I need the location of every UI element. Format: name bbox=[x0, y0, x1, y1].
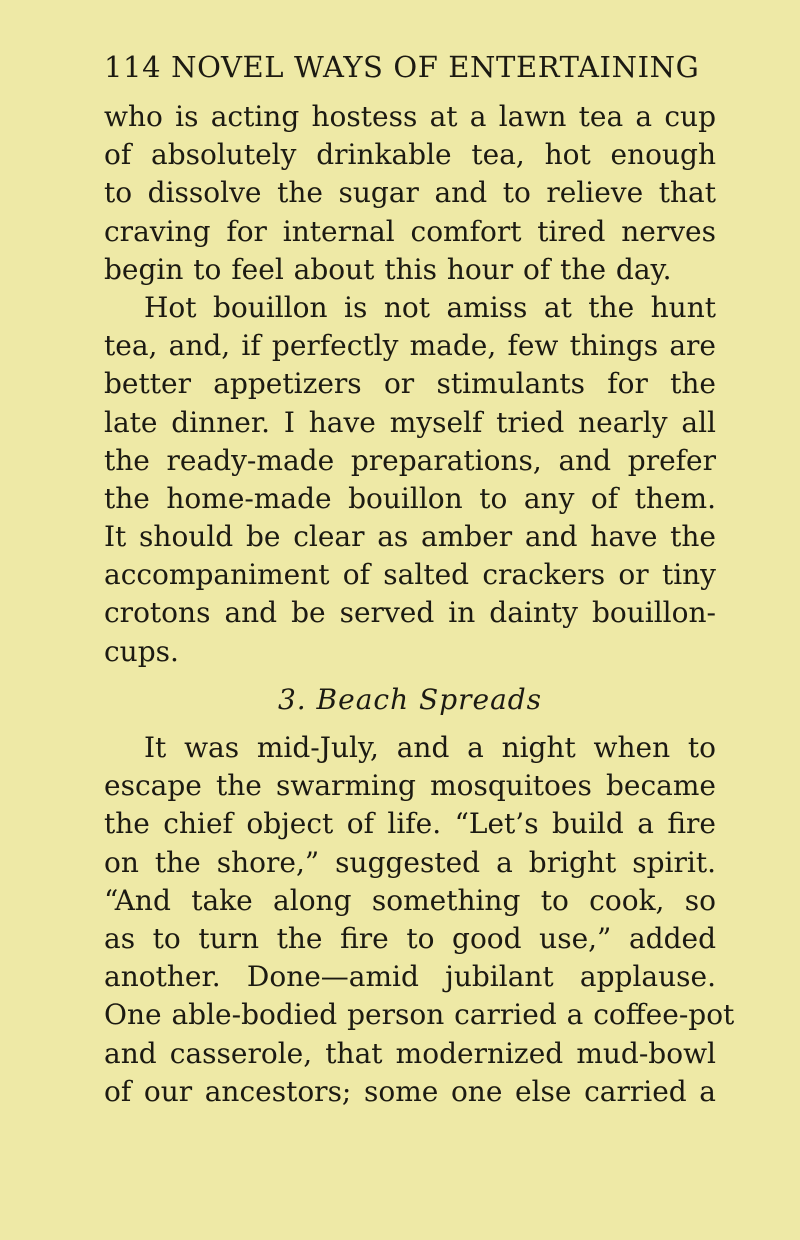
text-line: It was mid-July, and a night when to bbox=[144, 731, 716, 764]
text-line: craving for internal comfort tired nerves bbox=[104, 214, 716, 248]
paragraph-2 bbox=[104, 289, 716, 671]
text-line: the ready-made preparations, and prefer bbox=[104, 443, 716, 477]
text-line: One able-bodied person carried a coffee-pot bbox=[104, 998, 735, 1032]
text-line: Hot bouillon is not amiss at the hunt bbox=[144, 290, 716, 324]
text-line: and casserole, that modernized mud-bowl bbox=[104, 1036, 716, 1070]
running-title: NOVEL WAYS OF ENTERTAINING bbox=[171, 50, 700, 84]
text-line: as to turn the fire to good use,” added bbox=[104, 921, 716, 955]
text-line: of our ancestors; some one else carried a bbox=[104, 1074, 716, 1108]
book-page bbox=[104, 50, 735, 1111]
text-line: another. Done—amid jubilant applause. bbox=[104, 960, 716, 994]
text-line: the home-made bouillon to any of them. bbox=[104, 481, 716, 515]
text-line: to dissolve the sugar and to relieve that bbox=[104, 176, 716, 210]
text-line: cups. bbox=[104, 634, 179, 668]
text-line: late dinner. I have myself tried nearly all bbox=[104, 405, 716, 439]
text-line: better appetizers or stimulants for the bbox=[104, 367, 716, 401]
paragraph-1 bbox=[104, 98, 716, 289]
text-line: tea, and, if perfectly made, few things are bbox=[104, 329, 716, 363]
paragraph-3 bbox=[104, 729, 735, 1111]
text-line: escape the swarming mosquitoes became bbox=[104, 769, 716, 803]
text-line: crotons and be served in dainty bouillon- bbox=[104, 596, 716, 630]
text-line: the chief object of life. “Let’s build a fire bbox=[104, 807, 716, 841]
text-line: accompaniment of salted crackers or tiny bbox=[104, 558, 716, 592]
running-head bbox=[104, 50, 716, 84]
text-line: who is acting hostess at a lawn tea a cup bbox=[104, 100, 716, 133]
text-line: “And take along something to cook, so bbox=[104, 883, 716, 917]
text-line: It should be clear as amber and have the bbox=[104, 520, 716, 554]
section-heading: 3. Beach Spreads bbox=[277, 682, 543, 716]
text-line: of absolutely drinkable tea, hot enough bbox=[104, 138, 716, 172]
text-line: on the shore,” suggested a bright spirit. bbox=[104, 845, 716, 879]
page-number: 114 bbox=[104, 50, 162, 84]
text-line: begin to feel about this hour of the day. bbox=[104, 252, 672, 286]
